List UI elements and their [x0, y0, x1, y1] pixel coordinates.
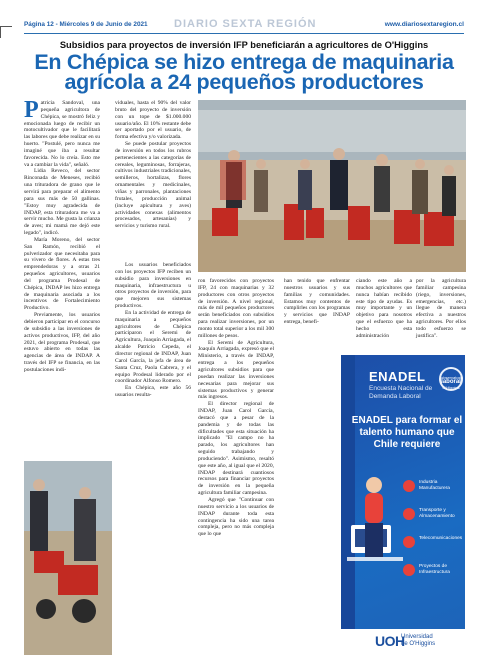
paragraph: Los usuarios beneficiados con los proyectos IFP reciben un subsidio para inversiones en maquinaria, infraestructura u otros proyectos de inversión, para que mejoren sus sistemas productivos. [115, 262, 191, 310]
page-number-date: Página 12 - Miércoles 9 de Junio de 2021 [24, 21, 148, 28]
enadel-subtitle: Encuesta Nacional de Demanda Laboral [369, 385, 433, 400]
university-footer [341, 629, 465, 657]
paragraph: María Moreno, del sector San Ramón, recibió el pulverizador que necesitaba para su vivero de flores. A estas tres emprendedoras y a otras 21 pequeños agricultores, usuarios del programa Prodesal de Chépica, INDAP les hizo entrega de maquinaria asociada a los incentivos de Fortalecimiento Productivo. [24, 236, 100, 312]
factory-icon [403, 480, 415, 492]
paragraph: Agregó que "Continuar con nuestro servicio a los usuarios de INDAP durante toda esta contingencia ha sido una tarea compleja, pero no más compleja que lo que [198, 497, 274, 538]
newspaper-name: DIARIO SEXTA REGIÓN [174, 18, 317, 30]
badge-top-text: observatorio [441, 375, 464, 380]
paragraph: El Seremi de Agricultura, Joaquín Arriagada, expresó que el Ministerio, a través de INDAP, entrega a los pequeños agricultores subsidios para que puedan realizar las inversiones necesarias para mejorar sus sistemas productivos y generar más ingresos. [198, 339, 274, 401]
ad-sector-item [403, 505, 465, 529]
university-name-line: de O'Higgins [401, 641, 436, 647]
article-headline [24, 52, 464, 92]
paragraph: El director regional de INDAP, Juan Carol García, destacó que a pesar de la pandemia y de todas las dificultades que esta situación ha implicado "El campo no ha parado, los agricultores han seguido trabajando y produciendo". Asimismo, resaltó que este año, al igual que el 2020, INDAP destinará cuantiosos recursos para financiar proyectos de inversión en la pequeña agricultura familiar campesina. [198, 401, 274, 497]
ad-headline-line: ENADEL para formar el [351, 415, 463, 426]
ad-headline [349, 415, 465, 451]
ad-headline-line: talento humano que [359, 427, 455, 438]
article-column-5 [356, 278, 412, 338]
ad-sector-item [403, 533, 465, 557]
headline-line-1: En Chépica se hizo entrega de maquinaria [34, 50, 454, 74]
article-kicker: Subsidios para proyectos de inversión IFP beneficiarán a agricultores de O'Higgins [59, 40, 429, 50]
paragraph: han tenido que enfrentar nuestros usuarios y sus familias y comunidades. Estamos muy contentos de cumplirles con los programas y servicios que INDAP entrega, benefi- [284, 278, 350, 326]
paragraph: En Chépica, este año 56 usuarios resulta- [115, 385, 191, 399]
drop-cap: P [24, 97, 39, 123]
paragraph: atricia Sandoval, una pequeña agricultora de Chépica, se mostró feliz y emocionada luego de recibir un motocultivador que le facilitará las labores que debe realizar en su huerto. "Postulé, pero nunca me imaginé que iba a resultar favorecida. No lo creía. Esto me va a cambiar la vida", señaló. [24, 100, 100, 168]
paragraph: Se puede postular proyectos de inversión en todos los rubros pertenecientes a las categorías de cereales, leguminosas, forrajeras, cultivos industriales tradicionales, semilleros, hortalizas, flores ornamentales y medicinales, viñas y parronales, plantaciones frutales, producción animal (incluye apícultura y aves) actividades conexas (alimentos procesados, artesanías) y servicios y turismo rural. [115, 141, 191, 230]
enadel-advertisement[interactable] [341, 355, 465, 657]
enadel-logo: ENADEL [369, 369, 426, 384]
badge-bottom-text: O'Higgins [442, 385, 460, 390]
ad-sector-label: Industria Manufacturera [419, 480, 450, 491]
photo-scene-ceremony [198, 100, 466, 272]
paragraph: ron favorecidos con proyectos IFP, 24 con maquinarias y 32 productores con otros proyectos de inversión. A nivel regional, más de mil pequeños productores serán beneficiados con subsidios para realizar inversiones, por un monto total superior a los mil 300 millones de pesos. [198, 278, 274, 339]
paragraph: Previamente, los usuarios debieron participar en el concurso de subsidio a las inversiones de activos productivos, IFP, del año 2021, del programa Prodesal, que estuvo abierto en todas las agencias de área de INDAP. A través del IFP se financia, en las postulaciones indi- [24, 312, 100, 373]
ad-sector-label: Telecomunicaciones [419, 536, 463, 541]
ad-sector-label: Transporte y Almacenamiento [419, 508, 455, 519]
ad-headline-line: Chile requiere [373, 439, 441, 450]
ad-sector-item [403, 477, 465, 501]
page-header [24, 20, 464, 34]
worker-illustration [347, 473, 403, 583]
truck-icon [403, 508, 415, 520]
paragraph: ciando este año a muchos agricultores que nunca habían recibido este tipo de ayudas. Es muy importante y un objetivo para nosotros que el esfuerzo que ha hecho esta administración [356, 278, 412, 339]
article-column-6 [416, 278, 466, 348]
article-column-4 [284, 278, 350, 338]
paragraph: por la agricultura familiar campesina (riego, inversiones, emergencias, etc.) llegue de manera efectiva a nuestros agricultores. Por ellos todo esfuerzo se justifica". [416, 278, 466, 339]
university-name [401, 634, 435, 648]
paragraph: En la actividad de entrega de maquinaria a pequeños agricultores de Chépica participaron el Seremi de Agricultura, Joaquín Arriagada, el alcalde Patricio Cepeda, el director regional de INDAP, Juan Carol García, la jefa de área de Santa Cruz, Paola Cabrera, y el equipo Prodesal liderado por el coordinador Alfonso Romero. [115, 309, 191, 385]
website-link[interactable]: www.diariosextaregion.cl [384, 21, 464, 28]
ad-sector-list [403, 477, 465, 589]
photo-scene-farmers [24, 461, 112, 655]
building-icon [403, 564, 415, 576]
university-logo: UOH [375, 633, 405, 649]
university-name-line: Universidad [401, 634, 433, 640]
headline-line-2: agrícola a 24 pequeños productores [64, 70, 424, 94]
crop-mark [0, 26, 12, 38]
observatorio-badge [439, 367, 463, 391]
ad-sector-label: Proyectos de Infraestructura [419, 564, 450, 575]
ad-sector-item [403, 561, 465, 585]
article-secondary-photo [24, 461, 112, 655]
article-main-photo [198, 100, 466, 272]
article-column-1 [24, 97, 100, 460]
antenna-icon [403, 536, 415, 548]
article-column-3 [198, 278, 274, 658]
paragraph: viduales, hasta el 90% del valor bruto del proyecto de inversión con un tope de $1.000.000 usuario/año. El 10% restante debe ser aportado por el usuario, de forma efectiva y/o valorizada. [115, 100, 191, 141]
article-column-2b [115, 262, 191, 462]
badge-main-text: laboral [441, 379, 461, 385]
article-column-2a [115, 100, 191, 260]
paragraph: Lidia Reveco, del sector Rinconada de Meneses, recibió una trituradora de grano que le servirá para preparar el alimento para sus más de 50 gallinas. "Estoy muy agradecida de INDAP, esta trituradora me va a servir mucho. Me gusta la crianza de aves; mi mamá me dejó este legado", indicó. [24, 168, 100, 237]
